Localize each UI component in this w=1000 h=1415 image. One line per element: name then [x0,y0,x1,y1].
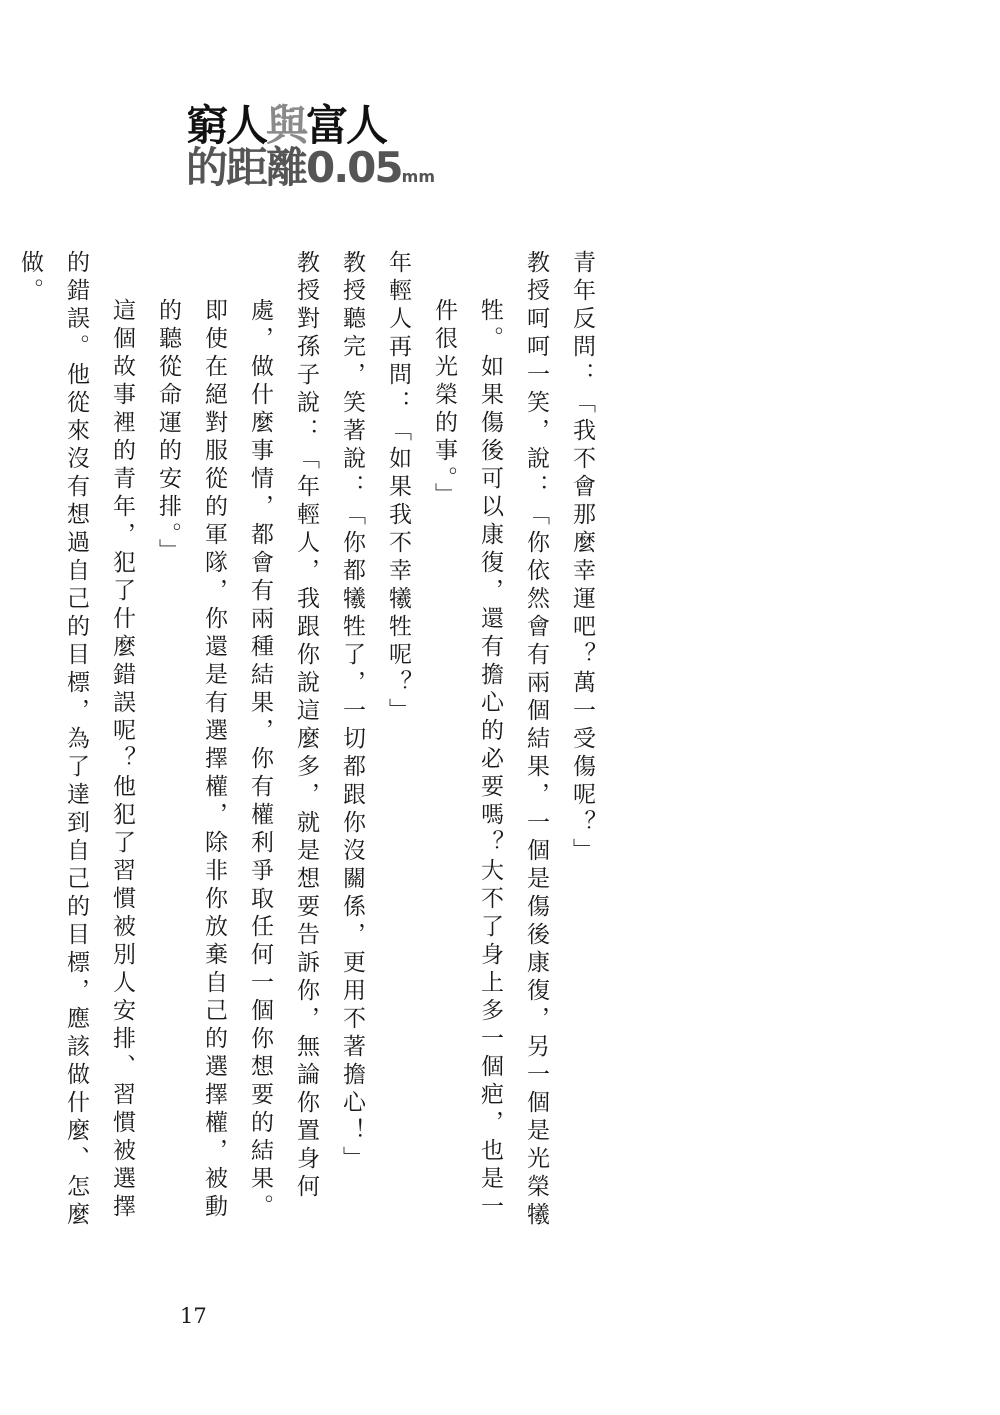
vertical-body-text [17,250,605,1230]
title-word-rich: 富人 [306,101,387,150]
paragraph-story-mistake: 這個故事裡的青年，犯了什麼錯誤呢？他犯了習慣被別人安排、習慣被選擇的錯誤。他從來沒有想過自己的目標，為了達到自己的目標，應該做什麼、怎麼做。 [17,250,135,1230]
paragraph-professor-to-grandson: 教授對孫子說：「年輕人，我跟你說這麼多，就是想要告訴你，無論你置身何處，做什麼事情，都會有兩種結果，你有權利爭取任何一個你想要的結果。即使在絕對服從的軍隊，你還是有選擇權，除非你放棄自己的選擇權，被動的聽從命運的安排。」 [155,250,319,1222]
paragraph-two-directions [0,250,7,1230]
title-distance: 的距離0.05 [186,143,402,192]
book-title-line1 [186,101,387,150]
book-title-line2 [186,143,435,199]
paragraph-professor-replies: 教授聽完，笑著說：「你都犧牲了，一切都跟你沒關係，更用不著擔心！」 [339,250,365,1174]
title-unit: mm [401,167,435,186]
paragraph-young-man-again: 年輕人再問：「如果我不幸犧牲呢？」 [385,250,411,726]
title-word-and: 與 [266,101,307,150]
page-number: 17 [180,1304,207,1328]
book-title-logo [186,101,435,194]
paragraph-young-man-asks: 青年反問：「我不會那麼幸運吧？萬一受傷呢？」 [569,250,595,866]
title-word-poor: 窮人 [186,101,267,150]
paragraph-professor-laughs: 教授呵呵一笑，說：「你依然會有兩個結果，一個是傷後康復，另一個是光榮犧牲。如果傷後可以康復，還有擔心的必要嗎？大不了身上多一個疤，也是一件很光榮的事。」 [431,250,549,1230]
